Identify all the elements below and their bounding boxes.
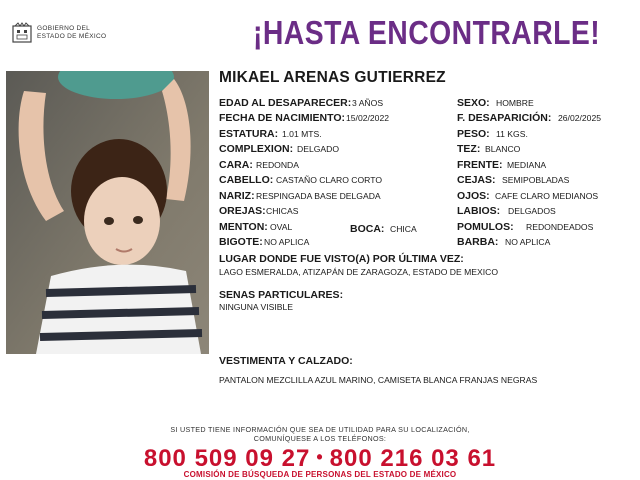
senas-value: NINGUNA VISIBLE bbox=[219, 302, 294, 312]
edad-value: 3 AÑOS bbox=[352, 98, 384, 108]
info-line-1: SI USTED TIENE INFORMACIÓN QUE SEA DE UTILIDAD PARA SU LOCALIZACIÓN, bbox=[170, 425, 470, 434]
ojos-value: CAFE CLARO MEDIANOS bbox=[495, 191, 599, 201]
cara-label: CARA: bbox=[219, 159, 253, 171]
bigote-value: NO APLICA bbox=[264, 237, 310, 247]
person-name: MIKAEL ARENAS GUTIERREZ bbox=[219, 69, 446, 86]
pomulos-value: REDONDEADOS bbox=[526, 222, 594, 232]
phone-numbers bbox=[0, 445, 640, 473]
cejas-label: CEJAS: bbox=[457, 174, 496, 186]
child-photo bbox=[6, 71, 209, 354]
lugar-label: LUGAR DONDE FUE VISTO(A) POR ÚLTIMA VEZ: bbox=[219, 253, 464, 265]
cabello-value: CASTAÑO CLARO CORTO bbox=[276, 175, 383, 185]
government-logo bbox=[12, 22, 106, 44]
frente-label: FRENTE: bbox=[457, 159, 503, 171]
complexion-value: DELGADO bbox=[297, 144, 340, 154]
headline: ¡HASTA ENCONTRARLE! bbox=[253, 14, 601, 51]
labios-value: DELGADOS bbox=[508, 206, 556, 216]
nariz-value: RESPINGADA BASE DELGADA bbox=[256, 191, 381, 201]
estatura-label: ESTATURA: bbox=[219, 128, 279, 140]
info-line-2: COMUNÍQUESE A LOS TELÉFONOS: bbox=[253, 434, 387, 443]
tez-label: TEZ: bbox=[457, 143, 481, 155]
menton-value: OVAL bbox=[270, 222, 293, 232]
logo-line-2: ESTADO DE MÉXICO bbox=[37, 33, 107, 40]
vestimenta-label: VESTIMENTA Y CALZADO: bbox=[219, 355, 353, 367]
orejas-label: OREJAS: bbox=[219, 205, 266, 217]
missing-person-photo bbox=[6, 71, 209, 354]
vestimenta-value: PANTALON MEZCLILLA AZUL MARINO, CAMISETA BLANCA FRANJAS NEGRAS bbox=[219, 375, 538, 385]
desaparicion-value: 26/02/2025 bbox=[558, 113, 602, 123]
barba-label: BARBA: bbox=[457, 236, 499, 248]
boca-value: CHICA bbox=[390, 224, 417, 234]
cejas-value: SEMIPOBLADAS bbox=[502, 175, 570, 185]
frente-value: MEDIANA bbox=[507, 160, 547, 170]
labios-label: LABIOS: bbox=[457, 205, 501, 217]
menton-label: MENTON: bbox=[219, 221, 268, 233]
bigote-label: BIGOTE: bbox=[219, 236, 263, 248]
pomulos-label: POMULOS: bbox=[457, 221, 514, 233]
edad-label: EDAD AL DESAPARECER: bbox=[219, 97, 352, 109]
complexion-label: COMPLEXION: bbox=[219, 143, 294, 155]
boca-label: BOCA: bbox=[350, 223, 385, 235]
nacimiento-label: FECHA DE NACIMIENTO: bbox=[219, 112, 345, 124]
ojos-label: OJOS: bbox=[457, 190, 490, 202]
cara-value: REDONDA bbox=[256, 160, 299, 170]
peso-value: 11 KGS. bbox=[496, 129, 528, 139]
barba-value: NO APLICA bbox=[505, 237, 551, 247]
orejas-value: CHICAS bbox=[266, 206, 299, 216]
sexo-value: HOMBRE bbox=[496, 98, 534, 108]
lugar-value: LAGO ESMERALDA, ATIZAPÁN DE ZARAGOZA, ESTADO DE MEXICO bbox=[219, 267, 499, 277]
cabello-label: CABELLO: bbox=[219, 174, 274, 186]
senas-label: SENAS PARTICULARES: bbox=[219, 289, 344, 301]
commission-name: COMISIÓN DE BÚSQUEDA DE PERSONAS DEL ESTADO DE MÉXICO bbox=[183, 470, 457, 479]
nariz-label: NARIZ: bbox=[219, 190, 255, 202]
state-seal-icon bbox=[12, 22, 32, 44]
nacimiento-value: 15/02/2022 bbox=[346, 113, 390, 123]
estatura-value: 1.01 MTS. bbox=[282, 129, 322, 139]
sexo-label: SEXO: bbox=[457, 97, 490, 109]
tez-value: BLANCO bbox=[485, 144, 521, 154]
phone-2[interactable]: 800 216 03 61 bbox=[329, 445, 497, 472]
desaparicion-label: F. DESAPARICIÓN: bbox=[457, 112, 552, 124]
peso-label: PESO: bbox=[457, 128, 490, 140]
phone-1[interactable]: 800 509 09 27 bbox=[143, 445, 311, 472]
separator-dot-icon: • bbox=[316, 447, 324, 467]
logo-line-1: GOBIERNO DEL bbox=[37, 25, 91, 32]
